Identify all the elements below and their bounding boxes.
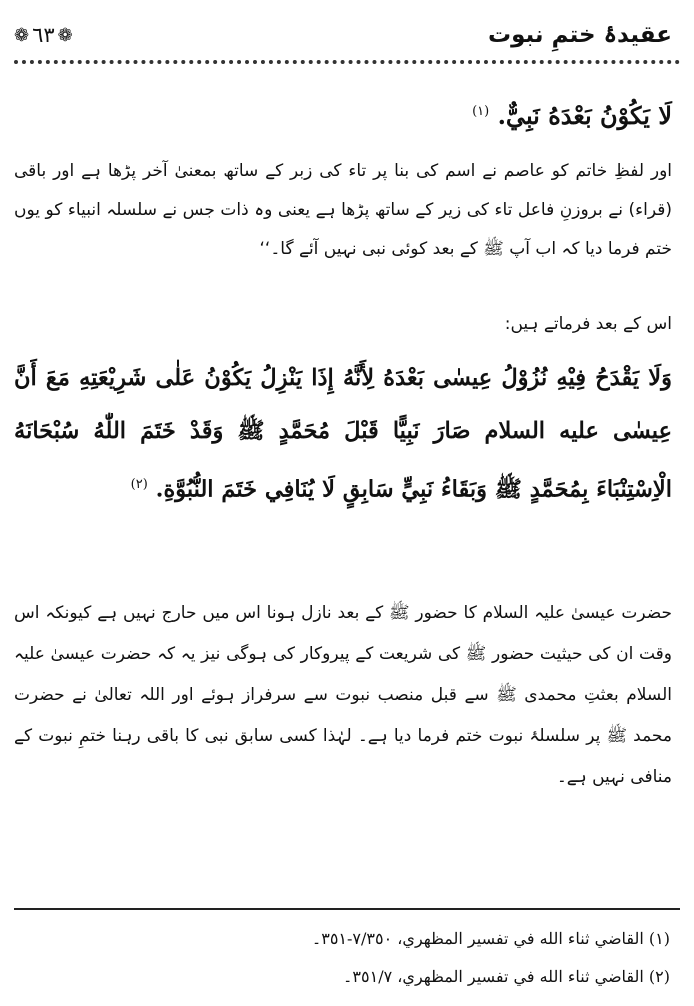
- arabic-quote-text: لَا يَكُوْنُ بَعْدَهُ نَبِيٌّ.: [497, 101, 672, 130]
- intro-line: اس کے بعد فرماتے ہیں:: [504, 314, 672, 334]
- ornament-icon: ❁: [57, 24, 73, 46]
- footnote-marker-1: (١): [472, 104, 490, 119]
- footnote-marker-2: (٢): [130, 477, 148, 492]
- header-dotted-rule: [14, 60, 680, 64]
- footnotes: [14, 920, 670, 996]
- page-number-value: ٦٣: [32, 23, 55, 47]
- arabic-quote-line: [14, 90, 672, 138]
- page-header: [14, 14, 672, 56]
- footnote-2: (٢) القاضي ثناء الله في تفسير المظهري، ٣٥١/٧۔: [343, 967, 670, 986]
- urdu-paragraph-2: حضرت عیسیٰ علیہ السلام کا حضور ﷺ کے بعد نازل ہونا اس میں حارج نہیں ہے کیونکہ اس وقت ان کی حیثیت حضور ﷺ کی شریعت کے پیروکار کی ہوگی نیز یہ کہ حضرت عیسیٰ علیہ السلام بعثتِ محمدی ﷺ سے قبل منصب نبوت سے سرفراز ہوئے اور اللہ تعالیٰ نے حضرت محمد ﷺ پر سلسلۂ نبوت ختم فرما دیا ہے۔ لہٰذا کسی سابق نبی کا باقی رہنا ختمِ نبوت کے منافی نہیں ہے۔: [14, 603, 672, 787]
- arabic-paragraph-text: وَلَا يَقْدَحُ فِيْهِ نُزُوْلُ عِيسٰى بَعْدَهُ لِأَنَّهُ إِذَا يَنْزِلُ يَكُوْنُ عَلٰى شَرِيْعَتِهِ مَعَ أَنَّ عِيسٰى عليه السلام صَارَ نَبِيًّا قَبْلَ مُحَمَّدٍ ﷺ وَقَدْ خَتَمَ اللّٰهُ سُبْحَانَهُ الْاِسْتِنْبَاءَ بِمُحَمَّدٍ ﷺ وَبَقَاءُ نَبِيٍّ سَابِقٍ لَا يُنَافِي خَتَمَ النُّبُوَّةِ.: [14, 365, 672, 503]
- footnote-1: (١) القاضي ثناء الله في تفسير المظهري، ٧/٣٥٠-٣٥١۔: [311, 929, 670, 948]
- running-title: عقیدۂ ختمِ نبوت: [488, 22, 672, 48]
- ornament-icon: ❁: [14, 24, 30, 46]
- urdu-paragraph-1: اور لفظِ خاتم کو عاصم نے اسم کی بنا پر تاء کی زبر کے ساتھ بمعنیٰ آخر پڑھا ہے اور باقی (قراء) نے بروزنِ فاعل تاء کی زیر کے ساتھ پڑھا ہے یعنی وہ ذات جس نے سلسلہ انبیاء کو یوں ختم فرما دیا کہ اب آپ ﷺ کے بعد کوئی نبی نہیں آئے گا۔‘‘: [14, 161, 672, 259]
- page-number: [14, 23, 73, 47]
- arabic-paragraph: [14, 352, 672, 517]
- footnote-rule: [14, 908, 680, 910]
